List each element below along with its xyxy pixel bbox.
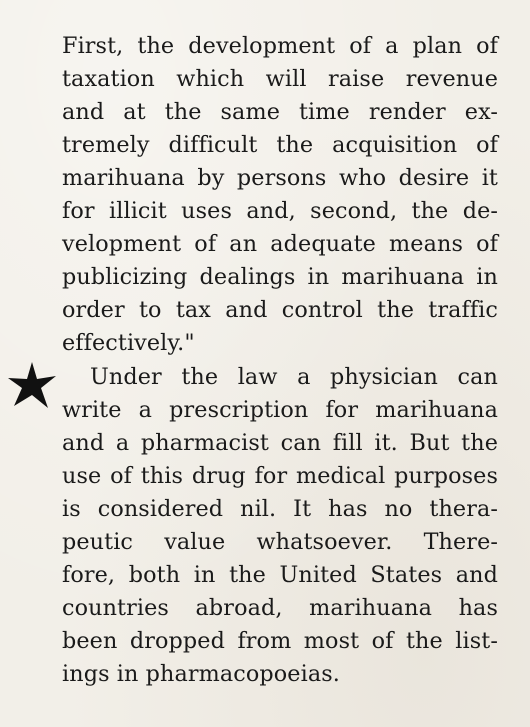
text-line: fore, both in the United States and xyxy=(62,562,498,588)
text-line: and at the same time render ex- xyxy=(62,99,498,125)
text-line: peutic value whatsoever. There- xyxy=(62,529,498,555)
text-line: marihuana by persons who desire it xyxy=(62,165,498,191)
text-line: write a prescription for marihuana xyxy=(62,397,498,423)
text-line: countries abroad, marihuana has xyxy=(62,595,498,621)
text-line: publicizing dealings in marihuana in xyxy=(62,264,498,290)
star-icon xyxy=(6,360,58,412)
text-line: taxation which will raise revenue xyxy=(62,66,498,92)
text-line: Under the law a physician can xyxy=(90,364,498,390)
text-line: tremely difficult the acquisition of xyxy=(62,132,498,158)
text-line: for illicit uses and, second, the de- xyxy=(62,198,498,224)
text-line: been dropped from most of the list- xyxy=(62,628,498,654)
text-line: First, the development of a plan of xyxy=(62,33,498,59)
text-line: effectively." xyxy=(62,330,195,356)
text-line: order to tax and control the traffic xyxy=(62,297,498,323)
text-line: velopment of an adequate means of xyxy=(62,231,498,257)
text-line: and a pharmacist can fill it. But the xyxy=(62,430,498,456)
text-line: is considered nil. It has no thera- xyxy=(62,496,498,522)
text-line: use of this drug for medical purposes xyxy=(62,463,498,489)
text-line: ings in pharmacopoeias. xyxy=(62,661,340,687)
